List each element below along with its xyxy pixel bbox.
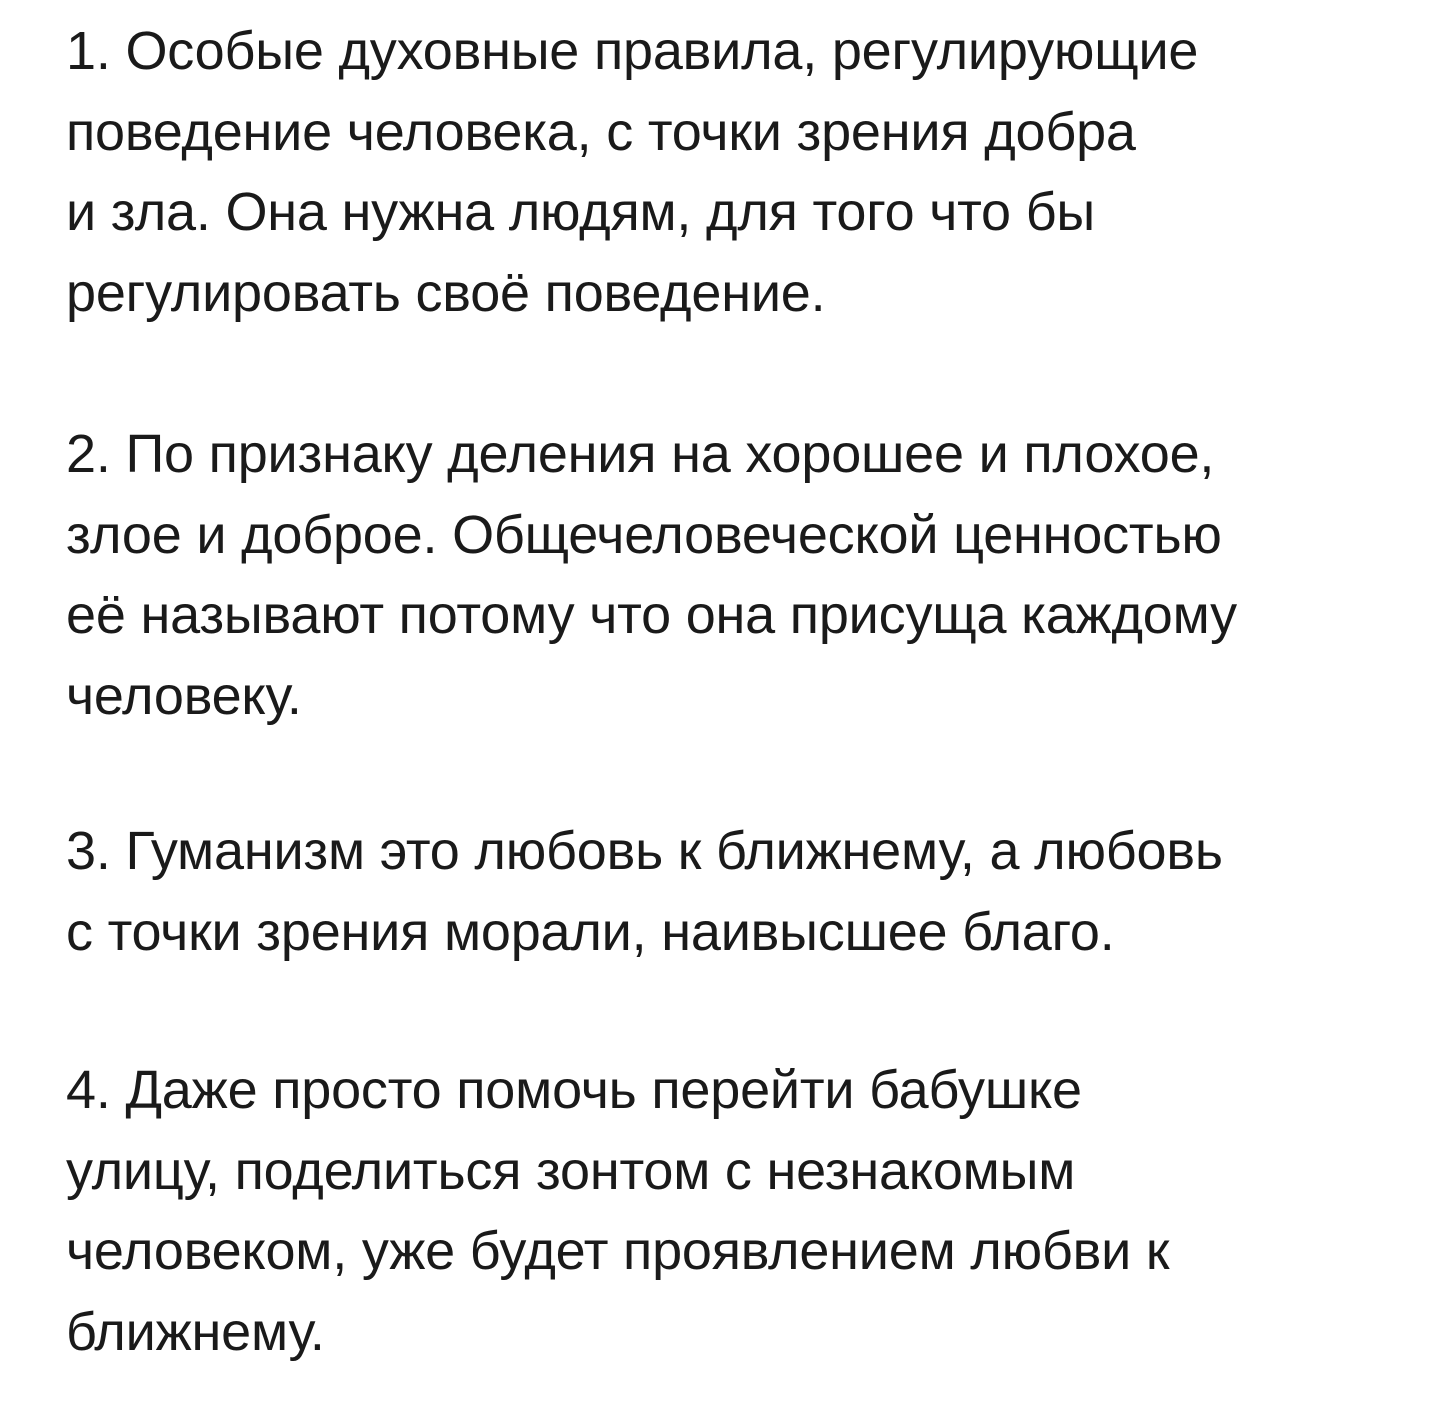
answer-2-line-2: злое и доброе. Общечеловеческой ценностью [66, 504, 1222, 565]
answer-4-line-2: улицу, поделиться зонтом с незнакомым [66, 1140, 1076, 1201]
answer-1-line-1: 1. Особые духовные правила, регулирующие [66, 21, 1199, 81]
answer-3-line-2: с точки зрения морали, наивысшее благо. [66, 901, 1115, 962]
answer-1-line-4: регулировать своё поведение. [66, 262, 826, 323]
answer-2-line-1: 2. По признаку деления на хорошее и плохое, [66, 424, 1215, 484]
answer-1 [66, 11, 1406, 333]
answer-4-line-4: ближнему. [66, 1301, 325, 1362]
answer-2-line-4: человеку. [66, 665, 302, 726]
answer-4-line-3: человеком, уже будет проявлением любви к [66, 1221, 1170, 1281]
answer-3 [66, 811, 1406, 972]
answer-1-line-2: поведение человека, с точки зрения добра [66, 101, 1136, 162]
answer-2-line-3: её называют потому что она присуща каждому [66, 585, 1237, 645]
answer-2 [66, 414, 1406, 736]
answer-4 [66, 1050, 1406, 1372]
answer-1-line-3: и зла. Она нужна людям, для того что бы [66, 182, 1096, 242]
answer-3-line-1: 3. Гуманизм это любовь к ближнему, а любовь [66, 821, 1223, 881]
answer-4-line-1: 4. Даже просто помочь перейти бабушке [66, 1060, 1082, 1120]
